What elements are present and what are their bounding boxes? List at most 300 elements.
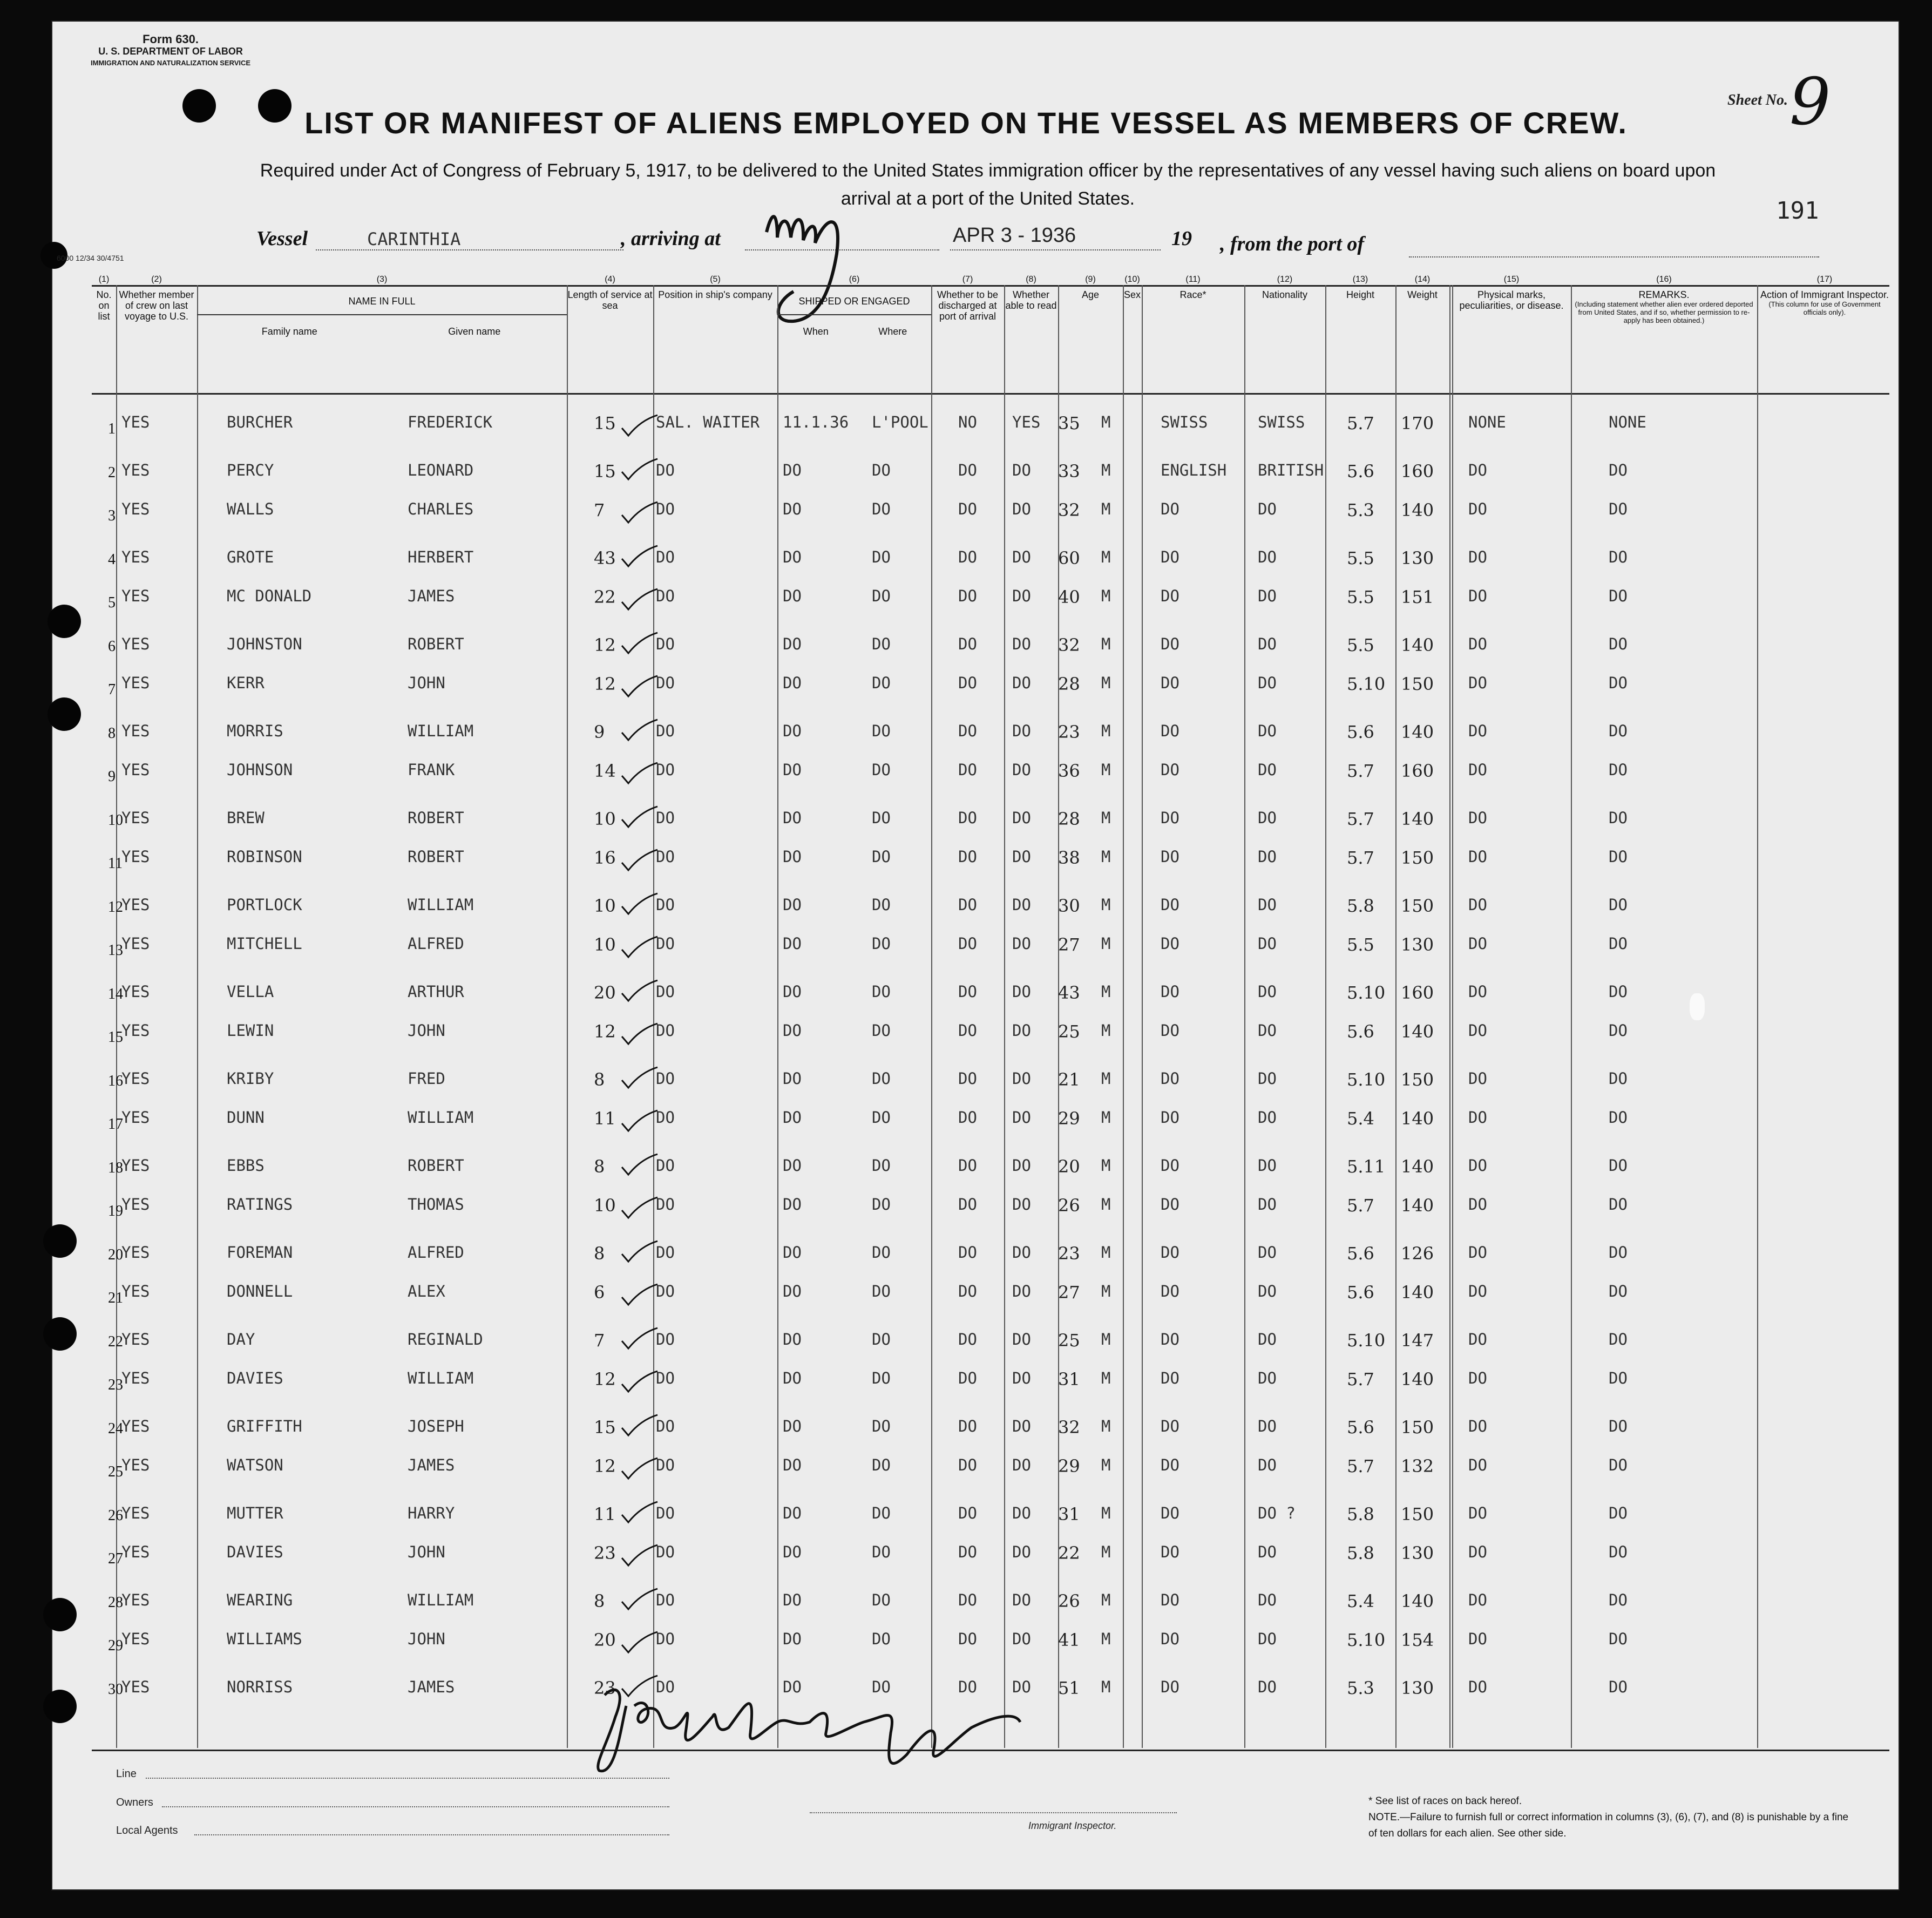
cell-race: DO <box>1161 1282 1179 1300</box>
cell-sex: M <box>1101 1630 1111 1648</box>
vessel-label: Vessel <box>256 227 308 250</box>
line-label: Line <box>116 1768 137 1780</box>
signature-text: Jo Loughlin Insp <box>583 1673 587 1674</box>
cell-nat: DO <box>1258 634 1277 653</box>
column-label: Nationality <box>1262 289 1308 300</box>
cell-when: DO <box>783 547 802 566</box>
cell-prev: YES <box>121 1369 150 1387</box>
cell-when: DO <box>783 1369 802 1387</box>
cell-disch: DO <box>958 1543 977 1561</box>
column-header-3 <box>197 274 567 337</box>
cell-family: PERCY <box>227 460 274 479</box>
column-number: (1) <box>98 275 110 284</box>
cell-given: WILLIAM <box>408 1108 474 1127</box>
cell-disch: DO <box>958 634 977 653</box>
cell-when: DO <box>783 1417 802 1435</box>
cell-age: 32 <box>1058 634 1080 655</box>
cell-nat: DO <box>1258 500 1277 518</box>
cell-phys: DO <box>1468 1456 1487 1474</box>
column-label: Physical marks, peculiarities, or disease. <box>1459 289 1564 311</box>
cell-disch: DO <box>958 1156 977 1175</box>
cell-disch: DO <box>958 460 977 479</box>
cell-disch: DO <box>958 848 977 866</box>
cell-phys: DO <box>1468 808 1487 827</box>
column-header-6 <box>777 274 931 337</box>
cell-ht: 5.7 <box>1347 1195 1374 1216</box>
cell-read: DO <box>1012 1417 1031 1435</box>
cell-where: DO <box>872 982 891 1001</box>
cell-phys: DO <box>1468 634 1487 653</box>
check-mark-icon <box>621 849 659 872</box>
table-row <box>0 1500 1932 1543</box>
cell-prev: YES <box>121 1282 150 1300</box>
cell-len: 12 <box>594 634 616 655</box>
row-number: 3 <box>108 507 116 524</box>
cell-age: 60 <box>1058 547 1080 568</box>
cell-sex: M <box>1101 761 1111 779</box>
cell-pos: DO <box>656 934 675 953</box>
cell-read: DO <box>1012 587 1031 605</box>
cell-ht: 5.6 <box>1347 1021 1374 1042</box>
cell-where: DO <box>872 634 891 653</box>
cell-rem: DO <box>1609 1417 1628 1435</box>
column-number: (17) <box>1816 275 1833 284</box>
cell-pos: DO <box>656 895 675 914</box>
cell-ht: 5.6 <box>1347 1282 1374 1303</box>
cell-sex: M <box>1101 895 1111 914</box>
cell-pos: DO <box>656 1456 675 1474</box>
cell-rem: DO <box>1609 1069 1628 1088</box>
cell-sex: M <box>1101 1108 1111 1127</box>
cell-phys: DO <box>1468 587 1487 605</box>
cell-nat: DO <box>1258 1417 1277 1435</box>
cell-read: DO <box>1012 460 1031 479</box>
table-row <box>0 631 1932 674</box>
cell-race: DO <box>1161 1021 1179 1040</box>
cell-where: DO <box>872 1369 891 1387</box>
cell-rem: DO <box>1609 848 1628 866</box>
cell-race: DO <box>1161 808 1179 827</box>
cell-age: 33 <box>1058 460 1080 482</box>
cell-len: 22 <box>594 587 616 607</box>
column-label: Whether able to read <box>1005 289 1057 311</box>
cell-pos: DO <box>656 1417 675 1435</box>
column-label: Race* <box>1179 289 1206 300</box>
row-number: 16 <box>108 1072 123 1089</box>
row-number: 30 <box>108 1680 123 1698</box>
cell-rem: DO <box>1609 1590 1628 1609</box>
cell-family: DAVIES <box>227 1543 283 1561</box>
check-mark-icon <box>621 458 659 482</box>
cell-family: VELLA <box>227 982 274 1001</box>
department-name: U. S. DEPARTMENT OF LABOR <box>98 46 243 57</box>
cell-race: DO <box>1161 1590 1179 1609</box>
cell-rem: DO <box>1609 547 1628 566</box>
cell-nat: DO <box>1258 848 1277 866</box>
column-header-17 <box>1757 274 1892 316</box>
row-number: 17 <box>108 1116 123 1133</box>
check-mark-icon <box>621 588 659 612</box>
cell-wt: 140 <box>1401 1282 1434 1303</box>
check-mark-icon <box>621 501 659 525</box>
cell-family: FOREMAN <box>227 1243 293 1262</box>
cell-pos: DO <box>656 1021 675 1040</box>
cell-where: DO <box>872 674 891 692</box>
cell-rem: DO <box>1609 1282 1628 1300</box>
table-row <box>0 1065 1932 1108</box>
cell-phys: DO <box>1468 674 1487 692</box>
cell-len: 6 <box>594 1282 605 1303</box>
cell-family: KRIBY <box>227 1069 274 1088</box>
cell-read: DO <box>1012 1156 1031 1175</box>
cell-ht: 5.6 <box>1347 1243 1374 1264</box>
cell-rem: DO <box>1609 1243 1628 1262</box>
table-row <box>0 413 1932 456</box>
cell-nat: DO <box>1258 1677 1277 1696</box>
cell-when: DO <box>783 1156 802 1175</box>
cell-prev: YES <box>121 587 150 605</box>
cell-ht: 5.7 <box>1347 761 1374 781</box>
cell-sex: M <box>1101 1195 1111 1214</box>
cell-pos: DO <box>656 1677 675 1696</box>
cell-wt: 150 <box>1401 848 1434 868</box>
cell-race: DO <box>1161 1195 1179 1214</box>
cell-rem: DO <box>1609 460 1628 479</box>
cell-when: DO <box>783 1069 802 1088</box>
table-row <box>0 500 1932 543</box>
cell-given: JAMES <box>408 587 455 605</box>
cell-family: KERR <box>227 674 265 692</box>
cell-wt: 130 <box>1401 1677 1434 1698</box>
cell-ht: 5.10 <box>1347 1330 1386 1351</box>
cell-prev: YES <box>121 934 150 953</box>
cell-ht: 5.10 <box>1347 1069 1386 1090</box>
cell-wt: 170 <box>1401 413 1434 433</box>
cell-family: WATSON <box>227 1456 283 1474</box>
cell-age: 41 <box>1058 1630 1080 1650</box>
cell-read: DO <box>1012 674 1031 692</box>
column-header-7 <box>931 274 1004 322</box>
header-divider <box>92 393 1889 395</box>
column-number: (2) <box>151 275 162 284</box>
cell-pos: DO <box>656 547 675 566</box>
check-mark-icon <box>621 1153 659 1177</box>
cell-prev: YES <box>121 634 150 653</box>
owners-underline <box>162 1806 669 1807</box>
row-number: 7 <box>108 681 116 698</box>
cell-nat: DO <box>1258 808 1277 827</box>
cell-wt: 130 <box>1401 934 1434 955</box>
cell-prev: YES <box>121 1543 150 1561</box>
cell-when: DO <box>783 848 802 866</box>
cell-len: 12 <box>594 674 616 694</box>
column-header-12 <box>1244 274 1325 300</box>
cell-where: DO <box>872 500 891 518</box>
cell-wt: 140 <box>1401 634 1434 655</box>
cell-wt: 140 <box>1401 500 1434 520</box>
cell-disch: DO <box>958 934 977 953</box>
cell-where: DO <box>872 848 891 866</box>
table-row <box>0 978 1932 1021</box>
row-number: 20 <box>108 1246 123 1263</box>
cell-read: DO <box>1012 634 1031 653</box>
cell-nat: DO <box>1258 547 1277 566</box>
cell-family: BREW <box>227 808 265 827</box>
cell-sex: M <box>1101 547 1111 566</box>
cell-prev: YES <box>121 1156 150 1175</box>
immigrant-inspector-label: Immigrant Inspector. <box>1028 1820 1117 1831</box>
table-row <box>0 891 1932 934</box>
cell-pos: DO <box>656 1503 675 1522</box>
cell-read: DO <box>1012 848 1031 866</box>
cell-rem: DO <box>1609 1503 1628 1522</box>
cell-wt: 160 <box>1401 460 1434 482</box>
row-number: 25 <box>108 1463 123 1480</box>
cell-rem: DO <box>1609 761 1628 779</box>
cell-wt: 130 <box>1401 547 1434 568</box>
cell-race: DO <box>1161 674 1179 692</box>
cell-rem: DO <box>1609 1108 1628 1127</box>
cell-disch: DO <box>958 1021 977 1040</box>
cell-sex: M <box>1101 634 1111 653</box>
column-header-10 <box>1123 274 1142 300</box>
column-number: (11) <box>1185 275 1201 284</box>
cell-age: 35 <box>1058 413 1080 433</box>
cell-family: JOHNSON <box>227 761 293 779</box>
row-number: 11 <box>108 855 123 872</box>
cell-prev: YES <box>121 1590 150 1609</box>
cell-ht: 5.5 <box>1347 634 1374 655</box>
cell-sex: M <box>1101 1282 1111 1300</box>
cell-rem: DO <box>1609 674 1628 692</box>
check-mark-icon <box>621 1457 659 1481</box>
cell-where: DO <box>872 895 891 914</box>
service-name: IMMIGRATION AND NATURALIZATION SERVICE <box>91 59 251 67</box>
cell-read: DO <box>1012 1503 1031 1522</box>
check-mark-icon <box>621 1066 659 1090</box>
cell-age: 31 <box>1058 1503 1080 1524</box>
owners-label: Owners <box>116 1797 153 1808</box>
cell-when: DO <box>783 1243 802 1262</box>
column-header-9 <box>1058 274 1123 300</box>
cell-given: ALEX <box>408 1282 445 1300</box>
cell-nat: DO <box>1258 674 1277 692</box>
cell-race: DO <box>1161 721 1179 740</box>
local-agents-label: Local Agents <box>116 1825 178 1836</box>
cell-nat: DO <box>1258 934 1277 953</box>
cell-disch: DO <box>958 1417 977 1435</box>
column-header-11 <box>1142 274 1244 300</box>
cell-where: DO <box>872 460 891 479</box>
cell-read: DO <box>1012 1543 1031 1561</box>
column-label: Age <box>1081 289 1100 300</box>
cell-age: 38 <box>1058 848 1080 868</box>
cell-when: DO <box>783 1503 802 1522</box>
cell-given: ROBERT <box>408 848 464 866</box>
cell-len: 8 <box>594 1156 605 1177</box>
cell-family: MC DONALD <box>227 587 312 605</box>
cell-pos: DO <box>656 1156 675 1175</box>
check-mark-icon <box>621 892 659 916</box>
cell-nat: DO <box>1258 721 1277 740</box>
cell-len: 10 <box>594 1195 616 1216</box>
cell-pos: DO <box>656 1195 675 1214</box>
cell-pos: DO <box>656 674 675 692</box>
cell-pos: DO <box>656 1630 675 1648</box>
row-number: 19 <box>108 1203 123 1219</box>
cell-read: DO <box>1012 721 1031 740</box>
cell-read: DO <box>1012 934 1031 953</box>
cell-phys: DO <box>1468 1503 1487 1522</box>
table-row <box>0 1630 1932 1673</box>
cell-read: DO <box>1012 761 1031 779</box>
cell-given: ARTHUR <box>408 982 464 1001</box>
cell-len: 14 <box>594 761 616 781</box>
cell-family: BURCHER <box>227 413 293 431</box>
cell-pos: DO <box>656 761 675 779</box>
column-sub-label: Family name <box>261 326 317 337</box>
from-port-label: , from the port of <box>1220 233 1365 255</box>
check-mark-icon <box>621 414 659 438</box>
cell-family: DUNN <box>227 1108 265 1127</box>
cell-sex: M <box>1101 982 1111 1001</box>
cell-race: DO <box>1161 934 1179 953</box>
cell-prev: YES <box>121 761 150 779</box>
cell-wt: 132 <box>1401 1456 1434 1476</box>
cell-pos: DO <box>656 460 675 479</box>
column-number: (6) <box>849 275 860 284</box>
cell-prev: YES <box>121 895 150 914</box>
column-label: Height <box>1346 289 1375 300</box>
check-mark-icon <box>621 1631 659 1655</box>
cell-race: DO <box>1161 1156 1179 1175</box>
cell-rem: DO <box>1609 934 1628 953</box>
cell-read: DO <box>1012 1456 1031 1474</box>
cell-len: 20 <box>594 982 616 1003</box>
cell-ht: 5.7 <box>1347 1369 1374 1390</box>
cell-phys: NONE <box>1468 413 1506 431</box>
cell-wt: 126 <box>1401 1243 1434 1264</box>
cell-sex: M <box>1101 848 1111 866</box>
cell-disch: DO <box>958 1369 977 1387</box>
cell-age: 28 <box>1058 808 1080 829</box>
check-mark-icon <box>621 1588 659 1611</box>
cell-where: DO <box>872 1021 891 1040</box>
cell-age: 23 <box>1058 721 1080 742</box>
cell-given: CHARLES <box>408 500 474 518</box>
cell-disch: DO <box>958 674 977 692</box>
vessel-underline <box>316 249 623 252</box>
cell-prev: YES <box>121 721 150 740</box>
cell-read: DO <box>1012 1677 1031 1696</box>
cell-when: DO <box>783 721 802 740</box>
cell-len: 20 <box>594 1630 616 1650</box>
cell-race: DO <box>1161 634 1179 653</box>
cell-age: 43 <box>1058 982 1080 1003</box>
check-mark-icon <box>621 979 659 1003</box>
cell-nat: DO <box>1258 1543 1277 1561</box>
cell-when: DO <box>783 1590 802 1609</box>
cell-ht: 5.7 <box>1347 413 1374 433</box>
cell-phys: DO <box>1468 1677 1487 1696</box>
cell-disch: DO <box>958 547 977 566</box>
footer-notes <box>1368 1793 1854 1842</box>
column-number: (16) <box>1656 275 1672 284</box>
cell-rem: DO <box>1609 808 1628 827</box>
check-mark-icon <box>621 719 659 742</box>
cell-pos: DO <box>656 721 675 740</box>
cell-age: 31 <box>1058 1369 1080 1390</box>
cell-when: DO <box>783 1630 802 1648</box>
row-number: 22 <box>108 1333 123 1350</box>
table-row <box>0 1282 1932 1325</box>
check-mark-icon <box>621 1327 659 1351</box>
cell-prev: YES <box>121 1108 150 1127</box>
check-mark-icon <box>621 1370 659 1394</box>
cell-disch: DO <box>958 1677 977 1696</box>
cell-sex: M <box>1101 808 1111 827</box>
table-row <box>0 544 1932 587</box>
cell-when: DO <box>783 895 802 914</box>
cell-len: 8 <box>594 1069 605 1090</box>
cell-when: DO <box>783 634 802 653</box>
cell-given: THOMAS <box>408 1195 464 1214</box>
cell-nat: DO <box>1258 1108 1277 1127</box>
table-row <box>0 761 1932 804</box>
page-subtitle: Required under Act of Congress of February 5, 1917, to be delivered to the United States immigration officer by the representatives of any vessel having such aliens on board upon arrival at a port of the United States. <box>260 160 1716 209</box>
cell-age: 25 <box>1058 1021 1080 1042</box>
cell-race: SWISS <box>1161 413 1208 431</box>
cell-age: 28 <box>1058 674 1080 694</box>
cell-len: 10 <box>594 895 616 916</box>
check-mark-icon <box>621 1240 659 1264</box>
row-number: 15 <box>108 1029 123 1046</box>
cell-age: 23 <box>1058 1243 1080 1264</box>
column-note: (This column for use of Government officials only). <box>1768 300 1881 316</box>
table-row <box>0 717 1932 761</box>
cell-sex: M <box>1101 1677 1111 1696</box>
cell-pos: DO <box>656 1243 675 1262</box>
cell-len: 10 <box>594 808 616 829</box>
cell-wt: 154 <box>1401 1630 1434 1650</box>
cell-age: 36 <box>1058 761 1080 781</box>
cell-ht: 5.7 <box>1347 808 1374 829</box>
cell-race: DO <box>1161 587 1179 605</box>
cell-race: DO <box>1161 1330 1179 1348</box>
cell-pos: DO <box>656 1369 675 1387</box>
cell-family: GRIFFITH <box>227 1417 302 1435</box>
cell-nat: BRITISH <box>1258 460 1324 479</box>
table-row <box>0 1587 1932 1630</box>
line-underline <box>146 1778 669 1779</box>
cell-pos: DO <box>656 1590 675 1609</box>
cell-wt: 140 <box>1401 1108 1434 1129</box>
cell-age: 51 <box>1058 1677 1080 1698</box>
cell-sex: M <box>1101 460 1111 479</box>
cell-when: DO <box>783 761 802 779</box>
cell-disch: DO <box>958 1195 977 1214</box>
cell-read: DO <box>1012 982 1031 1001</box>
cell-prev: YES <box>121 808 150 827</box>
table-row <box>0 1543 1932 1586</box>
cell-given: REGINALD <box>408 1330 483 1348</box>
cell-disch: DO <box>958 808 977 827</box>
cell-phys: DO <box>1468 1069 1487 1088</box>
column-header-2 <box>116 274 197 322</box>
cell-where: DO <box>872 1503 891 1522</box>
cell-when: DO <box>783 934 802 953</box>
cell-family: MUTTER <box>227 1503 283 1522</box>
